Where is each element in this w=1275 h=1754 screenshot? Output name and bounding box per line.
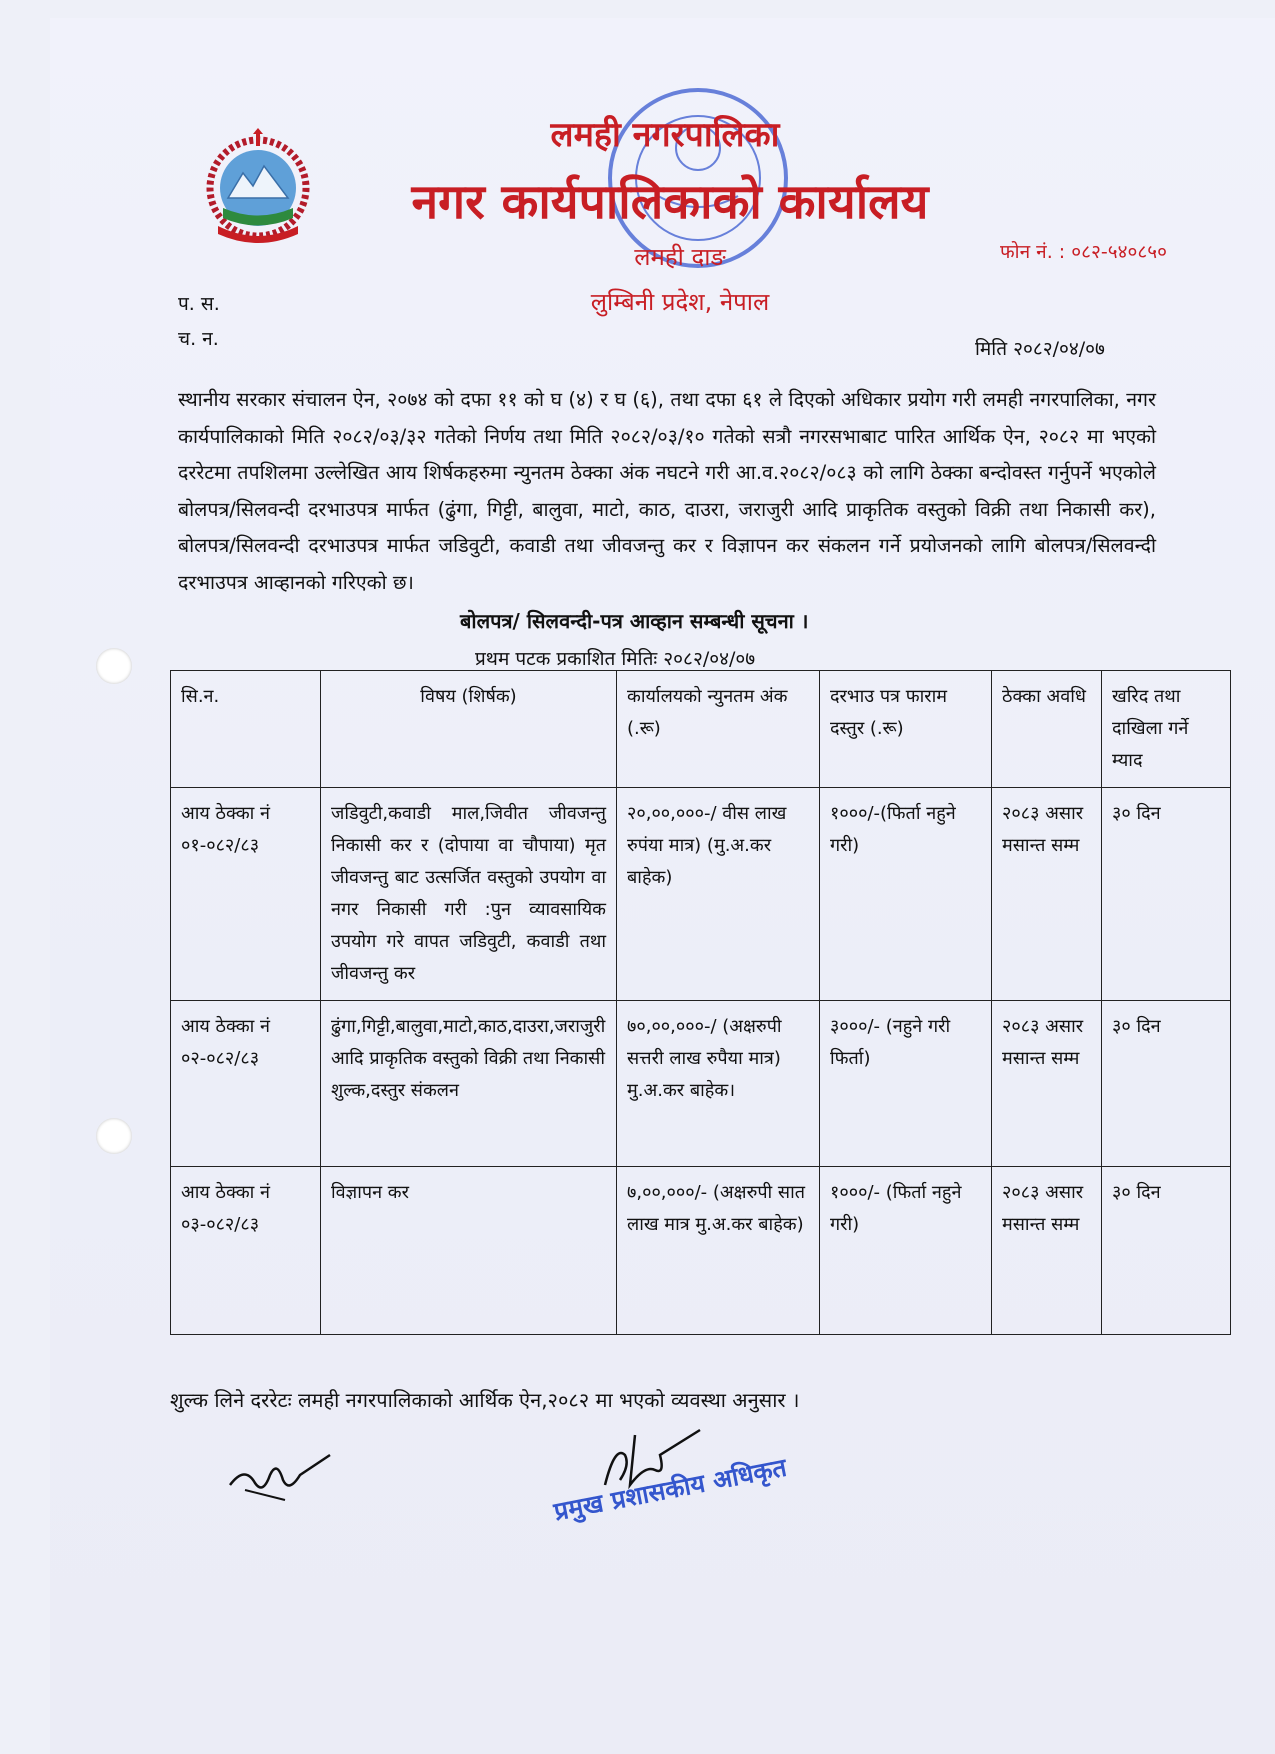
submission-deadline: ३० दिन <box>1102 1001 1231 1167</box>
contract-period: २०८३ असार मसान्त सम्म <box>992 1001 1102 1167</box>
contract-period: २०८३ असार मसान्त सम्म <box>992 788 1102 1001</box>
contract-subject: जडिवुटी,कवाडी माल,जिवीत जीवजन्तु निकासी कर र (दोपाया वा चौपाया) मृत जीवजन्तु बाट उत्सर्जित वस्तुको उपयोग वा नगर निकासी गरी :पुन व्यावसायिक उपयोग गरे वापत जडिवुटी, कवाडी तथा जीवजन्तु कर <box>321 788 617 1001</box>
letter-date: मिति २०८२/०४/०७ <box>975 338 1105 360</box>
municipality-name: लमही नगरपालिका <box>550 115 780 155</box>
submission-deadline: ३० दिन <box>1102 788 1231 1001</box>
contract-subject: विज्ञापन कर <box>321 1167 617 1335</box>
form-fee: ३०००/- (नहुने गरी फिर्ता) <box>820 1001 992 1167</box>
form-fee: १०००/-(फिर्ता नहुने गरी) <box>820 788 992 1001</box>
dispatch-number-label: च. न. <box>178 328 219 350</box>
phone-number: फोन नं. : ०८२-५४०८५० <box>1000 241 1167 263</box>
contract-period: २०८३ असार मसान्त सम्म <box>992 1167 1102 1335</box>
column-header: खरिद तथा दाखिला गर्ने म्याद <box>1102 671 1231 788</box>
table-header-row <box>171 671 1231 788</box>
column-header: सि.न. <box>171 671 321 788</box>
notice-title: बोलपत्र/ सिलवन्दी-पत्र आव्हान सम्बन्धी सूचना । <box>460 609 809 633</box>
signatory-title: प्रमुख प्रशासकीय अधिकृत <box>551 1452 789 1527</box>
nepal-emblem-icon <box>198 128 318 243</box>
letter-number-label: प. स. <box>178 293 220 315</box>
contract-number: आय ठेक्का नं ०१-०८२/८३ <box>171 788 321 1001</box>
column-header: कार्यालयको न्युनतम अंक (.रू) <box>617 671 820 788</box>
contract-number: आय ठेक्का नं ०३-०८२/८३ <box>171 1167 321 1335</box>
minimum-amount: २०,००,०००-/ वीस लाख रुपंया मात्र) (मु.अ.कर बाहेक) <box>617 788 820 1001</box>
contract-number: आय ठेक्का नं ०२-०८२/८३ <box>171 1001 321 1167</box>
punch-hole <box>96 1118 132 1154</box>
punch-hole <box>96 648 132 684</box>
form-fee: १०००/- (फिर्ता नहुने गरी) <box>820 1167 992 1335</box>
contract-subject: ढुंगा,गिट्टी,बालुवा,माटो,काठ,दाउरा,जराजुरी आदि प्राकृतिक वस्तुको विक्री तथा निकासी शुल्क,दस्तुर संकलन <box>321 1001 617 1167</box>
signature-icon <box>225 1445 335 1505</box>
fee-note: शुल्क लिने दररेटः लमही नगरपालिकाको आर्थिक ऐन,२०८२ मा भएको व्यवस्था अनुसार । <box>170 1388 800 1412</box>
published-date: प्रथम पटक प्रकाशित मितिः २०८२/०४/०७ <box>475 648 756 670</box>
column-header: ठेक्का अवधि <box>992 671 1102 788</box>
body-paragraph: स्थानीय सरकार संचालन ऐन, २०७४ को दफा ११ को घ (४) र घ (६), तथा दफा ६१ ले दिएको अधिकार प्रयोग गरी लमही नगरपालिका, नगर कार्यपालिकाको मिति २०८२/०३/३२ गतेको निर्णय तथा मिति २०८२/०३/१० गतेको सत्रौ नगरसभाबाट पारित आर्थिक ऐन, २०८२ मा भएको दररेटमा तपशिलमा उल्लेखित आय शिर्षकहरुमा न्युनतम ठेक्का अंक नघटने गरी आ.व.२०८२/०८३ को लागि ठेक्का बन्दोवस्त गर्नुपर्ने भएकोले बोलपत्र/सिलवन्दी दरभाउपत्र मार्फत (ढुंगा, गिट्टी, बालुवा, माटो, काठ, दाउरा, जराजुरी आदि प्राकृतिक वस्तुको विक्री तथा निकासी कर), बोलपत्र/सिलवन्दी दरभाउपत्र मार्फत जडिवुटी, कवाडी तथा जीवजन्तु कर र विज्ञापन कर संकलन गर्ने प्रयोजनको लागि बोलपत्र/सिलवन्दी दरभाउपत्र आव्हानको गरिएको छ। <box>178 388 1156 594</box>
table-row <box>171 1167 1231 1335</box>
column-header: विषय (शिर्षक) <box>321 671 617 788</box>
minimum-amount: ७,००,०००/- (अक्षरुपी सात लाख मात्र मु.अ.कर बाहेक) <box>617 1167 820 1335</box>
minimum-amount: ७०,००,०००-/ (अक्षरुपी सत्तरी लाख रुपैया मात्र) मु.अ.कर बाहेक। <box>617 1001 820 1167</box>
tender-table <box>170 670 1231 1335</box>
column-header: दरभाउ पत्र फाराम दस्तुर (.रू) <box>820 671 992 788</box>
submission-deadline: ३० दिन <box>1102 1167 1231 1335</box>
table-row <box>171 1001 1231 1167</box>
place-name: लमही दाङ <box>634 243 726 271</box>
office-title: नगर कार्यपालिकाको कार्यालय <box>411 174 929 230</box>
province-name: लुम्बिनी प्रदेश, नेपाल <box>590 288 770 316</box>
table-row <box>171 788 1231 1001</box>
